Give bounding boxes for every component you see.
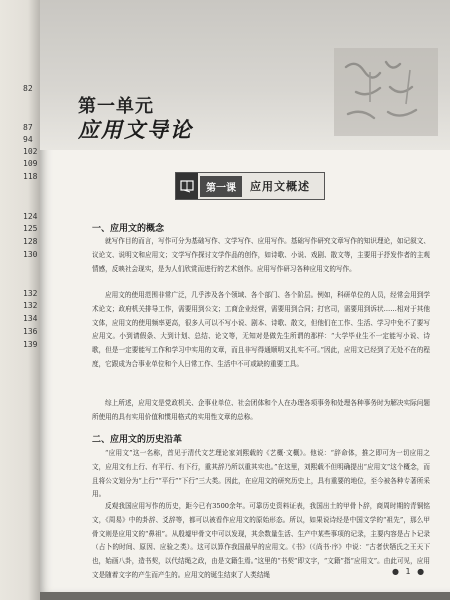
prev-page-number: 128 — [23, 237, 38, 246]
lesson-tag: 第一课 — [200, 176, 242, 197]
prev-page-number: 87 — [23, 123, 33, 132]
book-page — [40, 0, 450, 592]
section-heading: 一、应用文的概念 — [92, 224, 165, 234]
prev-page-number: 109 — [23, 159, 38, 168]
paragraph: 综上所述，应用文是党政机关、企事业单位、社会团体和个人在办理各项事务和处理各种事务时为解决实际问题所使用的具有实用价值和惯用格式的实用性文章的总称。 — [92, 399, 430, 421]
calligraphy-decoration-icon — [326, 42, 444, 142]
prev-page-number: 132 — [23, 289, 38, 298]
prev-page-number: 94 — [23, 135, 33, 144]
unit-label: 第一单元 — [78, 96, 154, 117]
prev-page-number: 139 — [23, 340, 38, 349]
prev-page-number: 82 — [23, 84, 33, 93]
prev-page-number: 132 — [23, 301, 38, 310]
paragraph: 就写作目的而言，写作可分为基础写作、文学写作、应用写作。基础写作研究文章写作的知识理论，如记叙文、议论文、说明文和应用文；文学写作探讨文学作品的创作，如诗歌、小说、戏剧、散文等，主要用于抒发作者的主观情感，反映社会现实，是为人们欣赏而进行的艺术创作。应用写作研习各种应用文的写作。 — [92, 237, 430, 273]
section-heading: 二、应用文的历史沿革 — [92, 435, 183, 445]
page-number — [390, 567, 426, 576]
unit-title: 应用文导论 — [78, 118, 193, 142]
lesson-title: 应用文概述 — [250, 180, 310, 193]
lesson-title-box — [175, 172, 325, 200]
prev-page-number: 124 — [23, 212, 38, 221]
lesson-book-icon — [176, 173, 198, 199]
prev-page-number: 125 — [23, 224, 38, 233]
paragraph: 应用文的使用范围非常广泛，几乎涉及各个领域、各个部门、各个阶层。例如，科研单位的人员，经常会用到学术论文；政府机关排导工作，需要用到公文；工商企业经营，需要用到合同；打官司，需要用到诉状……相对于其他文体，应用文的使用频率更高，很多人可以不写小说、剧本、诗歌、散文，但他们在工作、生活、学习中免不了要写应用文。小到请假条、大到计划、总结、论文等，无知对是做先生所谓的那样：“大学毕业生不一定能写小说、诗歌，但是一定要能写工作和学习中实用的文章，而且非写得通顺明又扎实不可。”因此，应用文已经到了无处不在的程度，它跟成为合事业单位和个人日常工作、生活中不可或缺的重要工具。 — [92, 291, 430, 368]
prev-page-number: 102 — [23, 147, 38, 156]
page-number-dot-icon: ● — [392, 567, 399, 576]
page-bottom-shadow — [40, 592, 450, 600]
page-number-value: 1 — [405, 567, 411, 576]
prev-page-number: 118 — [23, 172, 38, 181]
paragraph: 反观我国应用写作的历史，距今已有3500余年。可靠历史资料证表，我国出土的甲骨卜辞，商周时期的青铜铭文，《周易》中的卦辞、爻辞等，都可以被看作应用文的原始形态。所以，如果说诗经是中国文学的“祖先”，那么甲骨文则是应用文的“鼻祖”。从殷墟甲骨文中可以发现，其余数量生活、生产中某些事项的记录，主要内容是占卜记录（占卜的时间、原因、应验之类）。这可以算作我国最早的应用文。《书》（《尚书·序》中说：“古者伏牺氏之王天下也，始画八卦，造书契，以代结绳之政，由是文籍生焉。”这里的“书契”即文字，“文籍”指“应用文”。由此可见，应用文是随着文字的产生而产生的。应用文的诞生结束了人类结绳 — [92, 502, 430, 579]
previous-page-edge — [0, 0, 40, 600]
page-number-dot-icon: ● — [417, 567, 425, 576]
prev-page-number: 136 — [23, 327, 38, 336]
paragraph: “应用文”这一名称，首见于清代文艺理论家刘熙载的《艺概·文概》。他说：“辞命体，推之即可为一切应用之文，应用文有上行、有平行、有下行，重其辞乃所以重其实也。”在这里，刘熙载不但明确提出“应用文”这个概念，而且将公文划分为“上行”“平行”“下行”三大类。因此，在应用文的研究历史上，具有重要的地位，至今被各种专著所采用。 — [92, 449, 430, 499]
prev-page-number: 130 — [23, 250, 38, 259]
prev-page-number: 134 — [23, 314, 38, 323]
